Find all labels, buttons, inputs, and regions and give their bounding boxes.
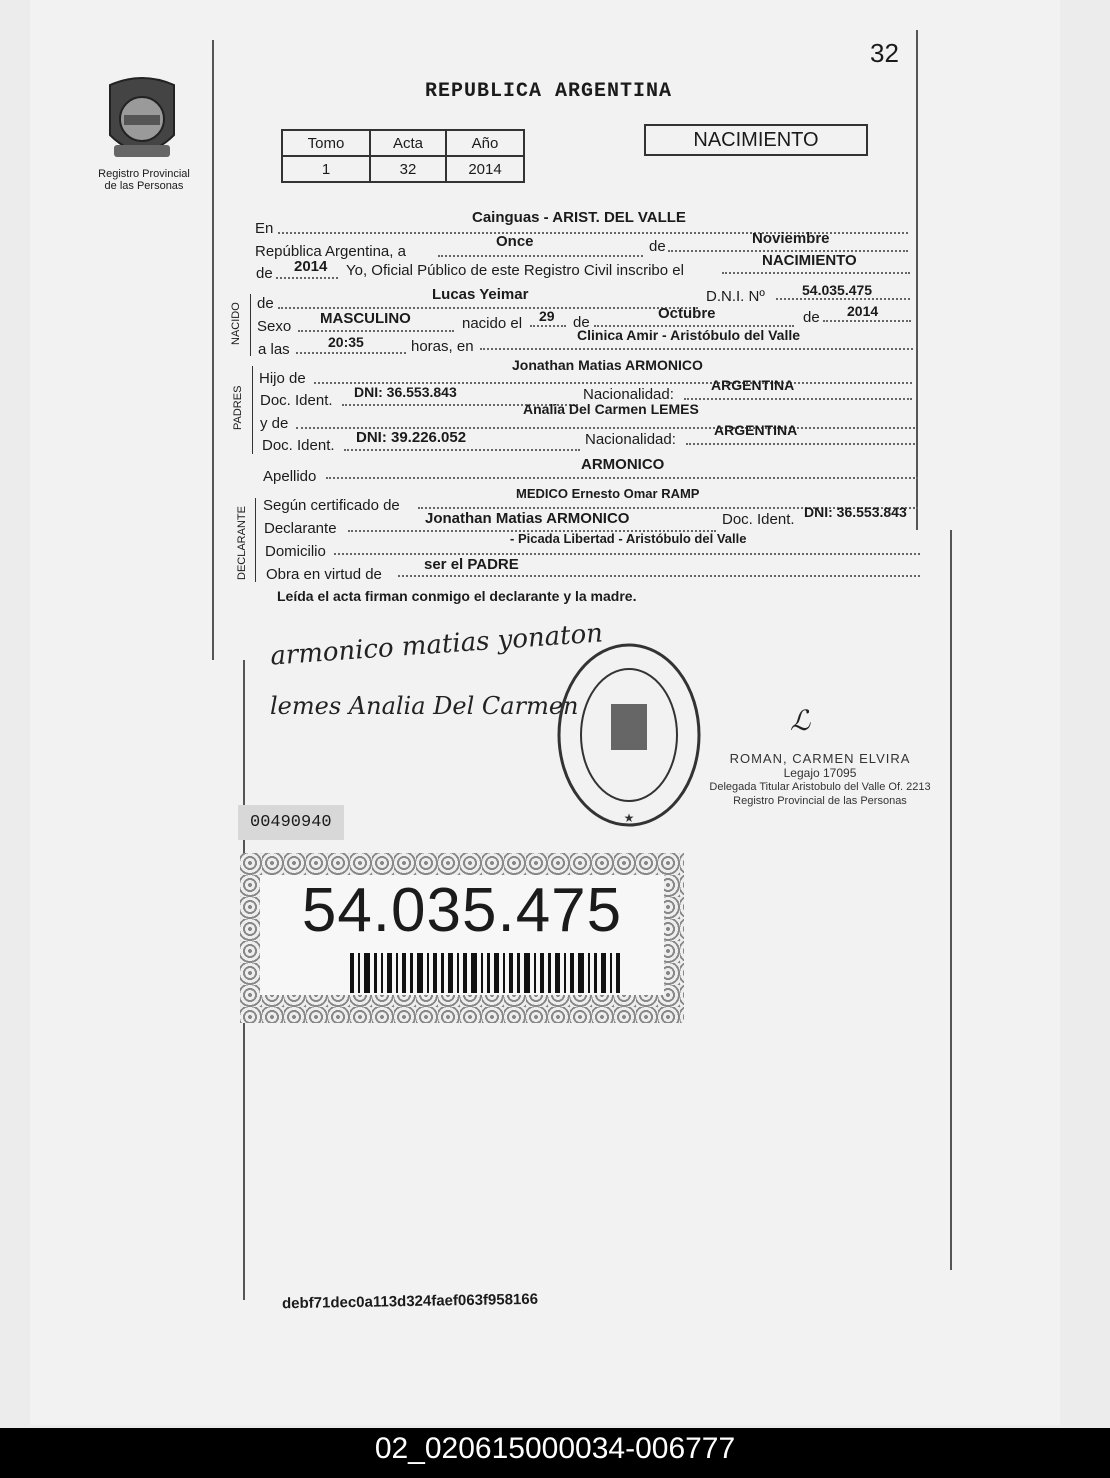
dots-dni bbox=[776, 298, 910, 300]
barcode-sticker bbox=[240, 853, 684, 1023]
dots-nac-anio bbox=[823, 320, 911, 322]
serial-number: 00490940 bbox=[238, 805, 344, 840]
value-mes: Noviembre bbox=[752, 230, 830, 247]
dots-madre-doc bbox=[344, 449, 580, 451]
official-role: Delegada Titular Aristobulo del Valle Of. 2213 bbox=[709, 781, 931, 793]
label-yo-oficial: Yo, Oficial Público de este Registro Civil inscribo el bbox=[346, 262, 684, 279]
label-declarante: Declarante bbox=[264, 520, 337, 537]
dots-apellido bbox=[326, 477, 918, 479]
value-nombre: Lucas Yeimar bbox=[432, 286, 529, 303]
right-margin-line-lower bbox=[950, 530, 952, 1270]
dots-madre-nac bbox=[686, 443, 915, 445]
official-legajo: Legajo 17095 bbox=[783, 766, 857, 780]
dots-padre-nac bbox=[684, 398, 912, 400]
official-signature-block bbox=[696, 752, 944, 808]
padres-bracket bbox=[252, 366, 253, 454]
value-declarante-doc: DNI: 36.553.843 bbox=[804, 504, 907, 520]
value-nac-anio: 2014 bbox=[847, 303, 879, 319]
value-anio: 2014 bbox=[294, 258, 328, 275]
label-doc-ident2: Doc. Ident. bbox=[262, 437, 335, 454]
dots-domicilio bbox=[334, 553, 920, 555]
leida-statement: Leída el acta firman conmigo el declarante y la madre. bbox=[277, 588, 637, 604]
dots-dia bbox=[438, 255, 643, 257]
signature-official-scribble: ℒ bbox=[790, 704, 811, 737]
side-label-nacido: NACIDO bbox=[230, 302, 242, 345]
header-tomo: Tomo bbox=[282, 130, 370, 156]
value-certificado: MEDICO Ernesto Omar RAMP bbox=[516, 486, 700, 501]
logo-caption-line2: de las Personas bbox=[104, 180, 184, 192]
label-dni: D.N.I. Nº bbox=[706, 288, 765, 305]
value-madre-nac: ARGENTINA bbox=[714, 422, 798, 438]
dots-nombre bbox=[278, 307, 698, 309]
label-apellido: Apellido bbox=[263, 468, 317, 485]
label-hijo-de: Hijo de bbox=[259, 370, 306, 387]
right-margin-line bbox=[916, 30, 918, 530]
value-lugar-nac: Clinica Amir - Aristóbulo del Valle bbox=[577, 327, 801, 343]
official-stamp bbox=[556, 642, 702, 828]
label-de: de bbox=[649, 238, 666, 255]
value-obra: ser el PADRE bbox=[424, 556, 519, 573]
page-number: 32 bbox=[870, 38, 899, 68]
dots-anio bbox=[276, 277, 338, 279]
value-madre-doc: DNI: 39.226.052 bbox=[356, 429, 467, 446]
value-padre-nac: ARGENTINA bbox=[711, 377, 795, 393]
label-republica: República Argentina, a bbox=[255, 243, 406, 260]
value-padre-doc: DNI: 36.553.843 bbox=[354, 384, 457, 400]
value-dni: 54.035.475 bbox=[802, 282, 873, 298]
side-label-padres: PADRES bbox=[232, 385, 244, 430]
barcode-inner bbox=[260, 875, 664, 995]
value-apellido: ARMONICO bbox=[581, 456, 665, 473]
value-padre: Jonathan Matias ARMONICO bbox=[512, 357, 703, 373]
value-dia: Once bbox=[496, 233, 534, 250]
shield-emblem-icon bbox=[100, 75, 184, 163]
dots-nac-dia bbox=[530, 325, 566, 327]
document-hash: debf71dec0a113d324faef063f958166 bbox=[281, 1290, 539, 1313]
label-de-year: de bbox=[256, 265, 273, 282]
header-anio: Año bbox=[446, 130, 524, 156]
label-de3: de bbox=[803, 309, 820, 326]
label-y-de: y de bbox=[260, 415, 289, 432]
label-doc-ident3: Doc. Ident. bbox=[722, 511, 795, 528]
label-a-las: a las bbox=[258, 341, 290, 358]
label-obra: Obra en virtud de bbox=[266, 566, 382, 583]
act-type-box: NACIMIENTO bbox=[644, 124, 868, 156]
signature-mother: lemes Analia Del Carmen bbox=[270, 692, 579, 720]
value-anio: 2014 bbox=[446, 156, 524, 182]
side-label-declarante: DECLARANTE bbox=[236, 506, 248, 580]
header-acta: Acta bbox=[370, 130, 446, 156]
value-lugar: Cainguas - ARIST. DEL VALLE bbox=[472, 209, 686, 226]
province-logo bbox=[100, 75, 184, 163]
label-de2: de bbox=[573, 314, 590, 331]
signature-father: armonico matias yonaton bbox=[269, 618, 604, 672]
value-sexo: MASCULINO bbox=[320, 310, 411, 327]
official-org: Registro Provincial de las Personas bbox=[733, 795, 907, 807]
stamp-seal-icon bbox=[556, 642, 702, 828]
dots-acto bbox=[722, 272, 910, 274]
official-name: ROMAN, CARMEN ELVIRA bbox=[729, 751, 911, 766]
document-title: REPUBLICA ARGENTINA bbox=[425, 80, 673, 103]
nacido-bracket bbox=[250, 294, 251, 356]
register-table-header bbox=[282, 130, 524, 156]
register-table-values bbox=[282, 156, 524, 182]
value-acta: 32 bbox=[370, 156, 446, 182]
dots-obra bbox=[398, 575, 920, 577]
declarante-bracket bbox=[255, 498, 256, 582]
label-segun-certificado: Según certificado de bbox=[263, 497, 400, 514]
barcode-bars-icon bbox=[350, 953, 620, 993]
label-sexo: Sexo bbox=[257, 318, 292, 335]
value-nac-dia: 29 bbox=[539, 308, 555, 324]
dots-hora bbox=[296, 352, 406, 354]
label-nacido-el: nacido el bbox=[462, 315, 523, 332]
label-doc-ident: Doc. Ident. bbox=[260, 392, 333, 409]
value-hora: 20:35 bbox=[328, 334, 364, 350]
label-nacionalidad2: Nacionalidad: bbox=[585, 431, 676, 448]
value-madre: Analia Del Carmen LEMES bbox=[523, 401, 699, 417]
value-declarante: Jonathan Matias ARMONICO bbox=[425, 510, 630, 527]
logo-caption-line1: Registro Provincial bbox=[98, 168, 190, 180]
label-en: En bbox=[255, 220, 274, 237]
dots-sexo bbox=[298, 330, 454, 332]
value-domicilio: - Picada Libertad - Aristóbulo del Valle bbox=[510, 531, 747, 546]
value-tomo: 1 bbox=[282, 156, 370, 182]
footer-id: 02_020615000034-006777 bbox=[0, 1428, 1110, 1478]
logo-caption bbox=[88, 168, 200, 192]
barcode-number: 54.035.475 bbox=[301, 876, 623, 945]
label-horas-en: horas, en bbox=[411, 338, 474, 355]
label-nacido-de: de bbox=[257, 295, 274, 312]
dots-lugar-nac bbox=[480, 348, 913, 350]
svg-text:★: ★ bbox=[623, 811, 635, 825]
label-domicilio: Domicilio bbox=[265, 543, 326, 560]
label-nacionalidad: Nacionalidad: bbox=[583, 386, 674, 403]
left-margin-line bbox=[212, 40, 214, 660]
value-nac-mes: Octubre bbox=[658, 305, 716, 322]
register-table bbox=[281, 129, 525, 183]
value-acto: NACIMIENTO bbox=[762, 252, 857, 269]
